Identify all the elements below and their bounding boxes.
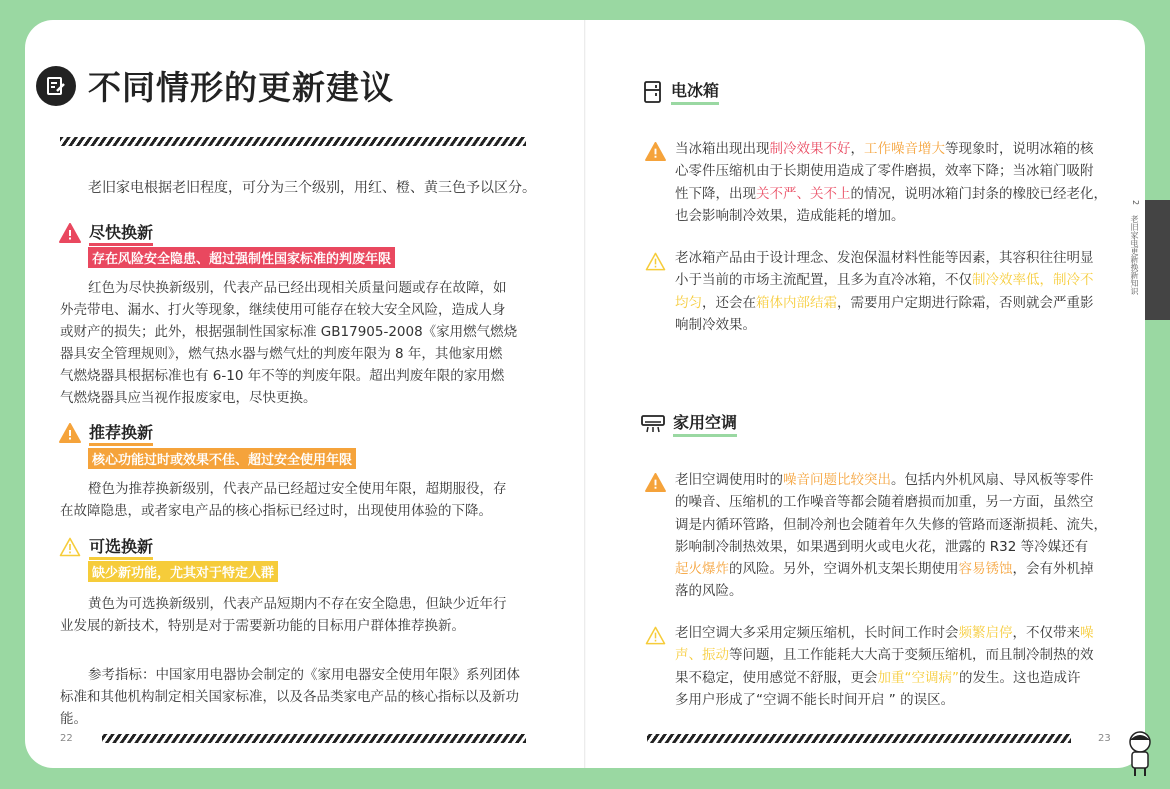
body-text: 多用户形成了“空调不能长时间开启 ” 的误区。 xyxy=(675,691,955,708)
body-text: ，不仅带来 xyxy=(1012,625,1080,641)
body-text: 的情况，说明冰箱门封条的橡胶已经老化， xyxy=(850,185,1107,202)
text-line: 气燃烧器具根据标准也有 6-10 年不等的判废年限。超出判废年限的家用燃 xyxy=(60,368,505,384)
body-text: 果不稳定，使用感觉不舒服，更会 xyxy=(675,669,878,686)
mascot-figure-icon xyxy=(1120,728,1160,778)
section-optional-label: 缺少新功能，尤其对于特定人群 xyxy=(88,561,278,582)
body-text: 调是内循环管路，但制冷剂也会随着年久失修的管路而逐渐损耗、流失， xyxy=(675,516,1107,533)
ac-paragraph-1 xyxy=(675,469,1111,603)
body-text: 当冰箱出现出现 xyxy=(675,141,770,157)
text-line xyxy=(675,514,1111,536)
body-text: 心零件压缩机由于长期使用造成了零件磨损，效率下降；当冰箱门吸附 xyxy=(675,163,1094,180)
body-text: 落的风险。 xyxy=(675,583,743,600)
highlight-text: 制冷效率低，制冷不 xyxy=(972,272,1094,289)
body-text: 性下降，出现 xyxy=(675,185,756,202)
highlight-text: 噪 xyxy=(1080,625,1094,641)
body-text: 影响制冷制热效果，如果遇到明火或电火花，泄露的 R32 等冷媒还有 xyxy=(675,538,1089,555)
section-urgent-head xyxy=(59,220,153,246)
body-text: 老冰箱产品由于设计理念、发泡保温材料性能等因素，其容积往往明显 xyxy=(675,250,1094,266)
body-text: 。包括内外机风扇、导风板等零件 xyxy=(891,472,1094,488)
text-line xyxy=(675,292,1111,314)
edit-document-icon xyxy=(36,66,76,106)
text-line xyxy=(675,138,1111,160)
highlight-text: 均匀 xyxy=(675,294,702,311)
highlight-text: 频繁启停 xyxy=(958,625,1013,641)
refrigerator-icon xyxy=(643,81,663,103)
text-line xyxy=(675,667,1111,689)
text-line: 外壳带电、漏水、打火等现象，继续使用可能存在较大安全风险，造成人身 xyxy=(60,302,506,318)
fridge-paragraph-2 xyxy=(675,247,1111,336)
fridge-paragraph-1 xyxy=(675,138,1111,227)
body-text: 等问题，且工作能耗大大高于变频压缩机，而且制冷制热的效 xyxy=(729,647,1094,664)
text-line: 标准和其他机构制定相关国家标准，以及各品类家电产品的核心指标以及新功能。 xyxy=(60,689,519,727)
section-recommended-title: 推荐换新 xyxy=(89,420,153,446)
body-text: 的噪音、压缩机的工作噪音等都会随着磨损而加重，另一方面，虽然空 xyxy=(675,494,1094,511)
body-text: 的风险。另外，空调外机支架长期使用 xyxy=(729,561,959,578)
fridge-section-head xyxy=(643,78,719,105)
text-line xyxy=(675,314,1111,336)
section-optional-body xyxy=(60,593,526,637)
text-line: 器具安全管理规则》，燃气热水器与燃气灶的判废年限为 8 年，其他家用燃 xyxy=(60,346,503,362)
text-line: 气燃烧器具应当视作报废家电，尽快更换。 xyxy=(60,390,317,406)
footer-hatch-left xyxy=(102,734,526,743)
body-text: 小于当前的市场主流配置，且多为直冷冰箱，不仅 xyxy=(675,272,972,289)
side-chapter-number-text: 2 xyxy=(1131,200,1140,206)
ac-section-head xyxy=(641,410,737,437)
text-line xyxy=(675,205,1111,227)
highlight-text: 容易锈蚀 xyxy=(958,561,1013,578)
title-hatch-divider xyxy=(60,137,526,146)
highlight-text: 加重“空调病” xyxy=(877,669,959,686)
book-spine xyxy=(584,20,586,768)
highlight-text: 工作噪音增大 xyxy=(864,141,945,157)
text-line xyxy=(675,469,1111,491)
body-text: 老旧空调大多采用定频压缩机，长时间工作时会 xyxy=(675,625,959,641)
text-line: 业发展的新技术，特别是对于需要新功能的目标用户群体推荐换新。 xyxy=(60,618,465,634)
ac-section-title: 家用空调 xyxy=(673,410,737,437)
text-line xyxy=(675,247,1111,269)
highlight-text: 箱体内部结霜 xyxy=(756,294,837,311)
page-title-row xyxy=(36,62,394,109)
warning-red-icon xyxy=(59,223,81,243)
side-chapter-number xyxy=(1124,200,1140,205)
text-line xyxy=(675,491,1111,513)
side-chapter-text: 老旧家电更新换新知识 xyxy=(1130,215,1139,295)
text-line xyxy=(675,622,1111,644)
section-urgent-title: 尽快换新 xyxy=(89,220,153,246)
warning-orange-icon xyxy=(59,423,81,443)
text-line: 红色为尽快换新级别，代表产品已经出现相关质量问题或存在故障，如 xyxy=(88,280,507,296)
body-text: 老旧空调使用时的 xyxy=(675,472,783,488)
text-line xyxy=(675,160,1111,182)
fridge-section-title: 电冰箱 xyxy=(671,78,719,105)
text-line xyxy=(675,689,1111,711)
body-text: 等现象时，说明冰箱的核 xyxy=(945,141,1094,157)
text-line: 参考指标：中国家用电器协会制定的《家用电器安全使用年限》系列团体 xyxy=(88,667,520,683)
warning-yellow-outline-icon xyxy=(645,626,666,645)
section-recommended-label: 核心功能过时或效果不佳、超过安全使用年限 xyxy=(88,448,356,469)
ac-paragraph-2 xyxy=(675,622,1111,711)
body-text: ， xyxy=(850,141,864,157)
text-line xyxy=(675,558,1111,580)
highlight-text: 声、振动 xyxy=(675,647,729,664)
highlight-text: 制冷效果不好 xyxy=(769,141,851,157)
text-line: 或财产的损失；此外，根据强制性国家标准 GB17905-2008《家用燃气燃烧 xyxy=(60,324,518,340)
text-line xyxy=(675,580,1111,602)
page-title: 不同情形的更新建议 xyxy=(88,68,394,107)
highlight-text: 关不严、关不上 xyxy=(756,185,851,202)
warning-orange-icon xyxy=(645,142,666,161)
section-recommended-head xyxy=(59,420,153,446)
section-urgent-body xyxy=(60,277,526,409)
reference-note xyxy=(60,664,526,730)
text-line: 橙色为推荐换新级别，代表产品已经超过安全使用年限，超期服役，存 xyxy=(88,481,507,497)
highlight-text: 起火爆炸 xyxy=(675,561,729,578)
body-text: ，需要用户定期进行除霜，否则就会严重影 xyxy=(837,294,1094,311)
text-line xyxy=(675,269,1111,291)
warning-yellow-outline-icon xyxy=(59,537,81,557)
highlight-text: 噪音问题比较突出 xyxy=(783,472,891,488)
body-text: 响制冷效果。 xyxy=(675,316,756,333)
text-line xyxy=(675,536,1111,558)
page-number-left: 22 xyxy=(60,733,73,744)
text-line: 在故障隐患，或者家电产品的核心指标已经过时，出现使用体验的下降。 xyxy=(60,503,492,519)
section-urgent-label: 存在风险安全隐患、超过强制性国家标准的判废年限 xyxy=(88,247,395,268)
text-line: 黄色为可选换新级别，代表产品短期内不存在安全隐患，但缺少近年行 xyxy=(88,596,507,612)
warning-yellow-outline-icon xyxy=(645,252,666,271)
footer-hatch-right xyxy=(647,734,1071,743)
body-text: 的发生。这也造成许 xyxy=(959,669,1081,686)
body-text: ，还会在 xyxy=(702,294,756,311)
text-line xyxy=(675,183,1111,205)
body-text: ，会有外机掉 xyxy=(1012,561,1094,578)
text-line xyxy=(675,644,1111,666)
chapter-tab[interactable] xyxy=(1145,200,1170,320)
warning-orange-icon xyxy=(645,473,666,492)
page-number-right: 23 xyxy=(1098,733,1111,744)
section-recommended-body xyxy=(60,478,526,522)
intro-text: 老旧家电根据老旧程度，可分为三个级别，用红、橙、黄三色予以区分。 xyxy=(88,180,536,196)
air-conditioner-icon xyxy=(641,414,665,434)
body-text: 也会影响制冷效果，造成能耗的增加。 xyxy=(675,207,905,224)
section-optional-title: 可选换新 xyxy=(89,534,153,560)
section-optional-head xyxy=(59,534,153,560)
